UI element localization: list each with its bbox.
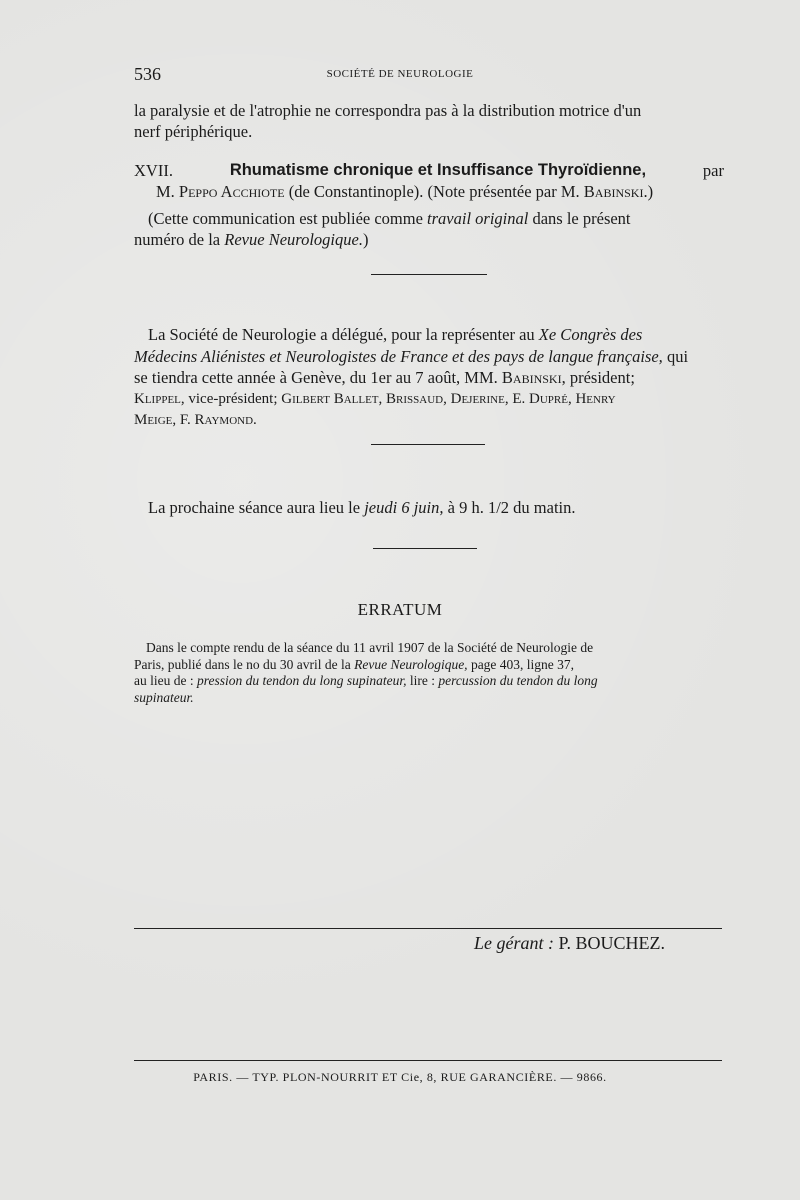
erratum-text-3b: lire : — [409, 673, 435, 688]
section-numeral: XVII. — [134, 161, 173, 180]
next-session-date: jeudi 6 juin, — [364, 498, 444, 517]
delegation-line-1 — [134, 324, 724, 346]
signature-label: Le gérant : — [474, 933, 554, 953]
signature — [474, 933, 665, 954]
page-number: 536 — [134, 64, 161, 84]
section-xvii-title-line — [134, 160, 724, 181]
member-brissaud: Brissaud — [386, 390, 444, 407]
member-dejerine: Dejerine — [450, 390, 505, 407]
member-klippel: Klippel — [134, 390, 181, 407]
communication-text-2: dans le présent — [532, 209, 631, 228]
delegation-text-7: . — [253, 412, 257, 428]
intro-line-2: nerf périphérique. — [134, 122, 253, 141]
footer-rule-top — [134, 928, 722, 929]
member-dupre: E. Dupré — [512, 390, 568, 407]
presenter-end: .) — [643, 182, 654, 201]
member-gilbert-ballet: Gilbert Ballet — [281, 390, 379, 407]
delegation-text-3: se tiendra cette année à Genève, du — [134, 368, 367, 387]
signature-name: P. BOUCHEZ. — [558, 933, 666, 953]
next-session — [134, 497, 724, 518]
erratum-line-2 — [134, 657, 722, 674]
author-origin: (de Constantinople). (Note présentée par M. — [288, 182, 580, 201]
erratum-line-3 — [134, 673, 722, 690]
section-par: par — [702, 161, 724, 180]
delegation-text-1: La Société de Neurologie a délégué, pour la représenter au — [148, 325, 535, 344]
communication-text-3: numéro de la — [134, 230, 221, 249]
running-head: SOCIÉTÉ DE NEUROLOGIE — [326, 68, 474, 80]
erratum-text-2a: Paris, publié dans le no du 30 avril de la — [134, 656, 351, 672]
printer-imprint: PARIS. — TYP. PLON-NOURRIT ET Cie, 8, RUE GARANCIÈRE. — 9866. — [193, 1070, 607, 1084]
section-xvii — [134, 160, 724, 202]
member-henry: Henry — [575, 390, 616, 407]
delegation-line-2 — [134, 346, 724, 368]
next-session-text-1: La prochaine séance aura lieu le — [148, 498, 361, 517]
section-author-line — [134, 181, 724, 202]
member-meige: Meige — [134, 412, 173, 428]
communication-journal: Revue Neurologique. — [224, 230, 363, 249]
communication-text-4: ) — [362, 230, 369, 249]
delegation-date: 1er — [370, 368, 392, 387]
communication-italic: travail original — [427, 209, 529, 228]
section-title: Rhumatisme chronique et Insuffisance Thyroïdienne, — [229, 161, 647, 179]
author-name: Peppo Acchiote — [178, 182, 285, 201]
delegation-text-6: , vice-président; — [180, 390, 278, 407]
next-session-text-2: à 9 h. 1/2 du matin. — [447, 498, 576, 517]
erratum-title: ERRATUM — [357, 600, 443, 619]
delegation-text-2: qui — [666, 346, 689, 366]
communication-note — [134, 208, 724, 250]
member-babinski: Babinski — [501, 368, 562, 387]
erratum-journal: Revue Neurologique, — [354, 656, 468, 672]
delegation-congress-1: Xe Congrès des — [538, 325, 643, 344]
delegation-paragraph — [134, 324, 724, 432]
intro-line-1: la paralysie et de l'atrophie ne correspondra pas à la distribution motrice d'un — [134, 101, 642, 120]
erratum-correct-phrase: percussion du tendon du long — [438, 673, 598, 688]
presenter-name: Babinski — [583, 182, 644, 201]
delegation-line-4: Klippel, vice-président; Gilbert Ballet, Brissaud, Dejerine, E. Dupré, Henry — [134, 390, 616, 407]
delegation-line-3 — [134, 367, 724, 389]
communication-line-2 — [134, 229, 724, 250]
separator-rule-1 — [371, 274, 487, 275]
erratum-body — [134, 640, 722, 706]
erratum-text-3a: au lieu de : — [134, 673, 194, 688]
delegation-text-4: au 7 août, MM. — [395, 368, 498, 387]
author-prefix: M. — [156, 182, 175, 201]
delegation-line-5: Meige, F. Raymond. — [134, 412, 257, 428]
separator-rule-3 — [373, 548, 477, 549]
delegation-congress-2: Médecins Aliénistes et Neurologistes de France et des pays de langue française, — [134, 346, 663, 366]
communication-line-1 — [134, 208, 724, 229]
member-raymond: F. Raymond — [179, 412, 254, 428]
communication-text-1: (Cette communication est publiée comme — [148, 209, 423, 228]
separator-rule-2 — [371, 444, 485, 445]
footer-rule-bottom — [134, 1060, 722, 1061]
next-session-line — [134, 497, 724, 518]
intro-paragraph — [134, 100, 724, 142]
delegation-text-5: , président; — [561, 368, 635, 387]
erratum-text-2b: page 403, ligne 37, — [470, 656, 575, 672]
erratum-line-1: Dans le compte rendu de la séance du 11 avril 1907 de la Société de Neurologie de — [146, 640, 594, 655]
erratum-line-4: supinateur. — [134, 689, 194, 705]
erratum-wrong-phrase: pression du tendon du long supinateur, — [196, 673, 407, 688]
